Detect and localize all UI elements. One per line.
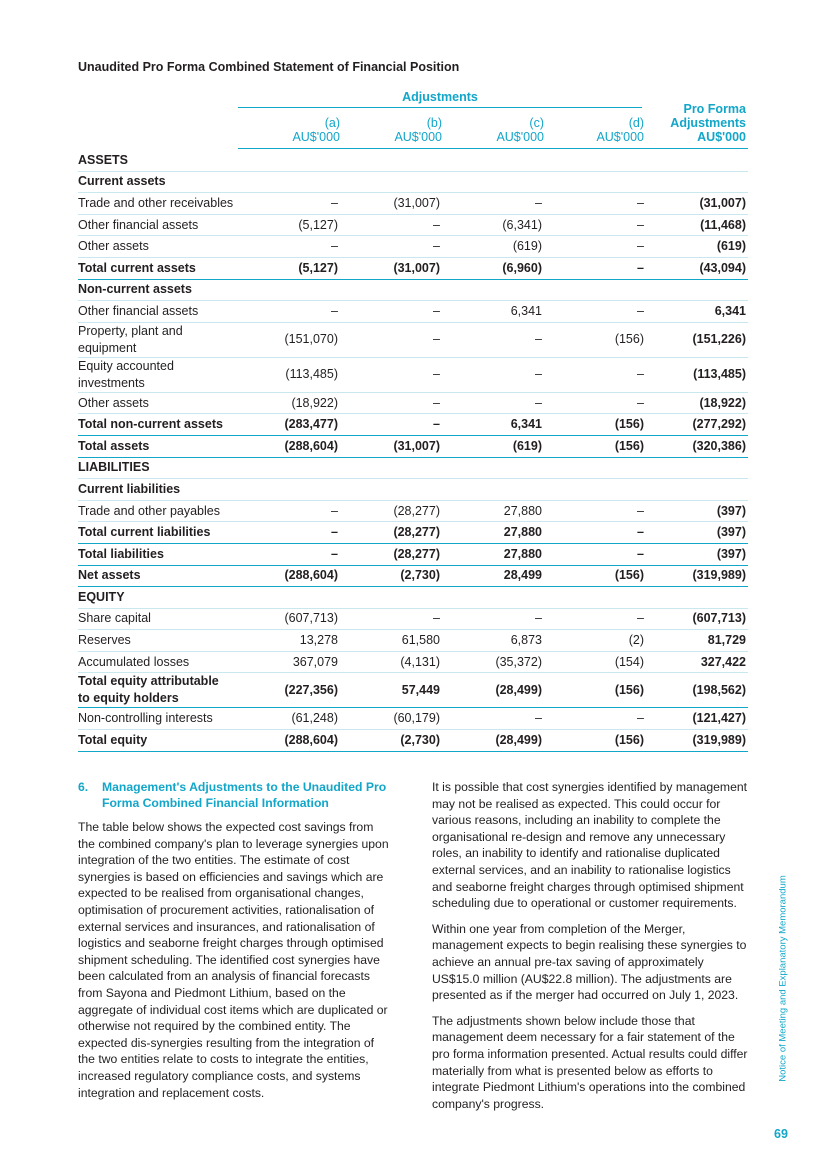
column-header-a: (a) AU$'000 — [292, 116, 340, 144]
value-cell: (156) — [614, 332, 644, 347]
table-row — [78, 323, 748, 358]
table-row — [78, 358, 748, 393]
pro-forma-cell: (320,386) — [692, 438, 746, 453]
value-cell: (227,356) — [284, 682, 338, 697]
row-label: ASSETS — [78, 152, 129, 167]
value-cell: (156) — [614, 568, 644, 583]
pro-forma-cell: (277,292) — [692, 417, 746, 432]
value-cell: 6,341 — [510, 417, 542, 432]
section-heading: 6. Management's Adjustments to the Unaudited Pro Forma Combined Financial Information — [78, 780, 387, 810]
value-cell: (28,499) — [495, 732, 542, 747]
value-cell: – — [637, 546, 644, 561]
pro-forma-cell: (151,226) — [692, 332, 746, 347]
value-cell: (6,960) — [502, 260, 542, 275]
row-label: Total current assets — [78, 260, 196, 275]
value-cell: 61,580 — [401, 633, 440, 648]
value-cell: – — [637, 217, 644, 232]
value-cell: 27,880 — [503, 525, 542, 540]
value-cell: (288,604) — [284, 568, 338, 583]
value-cell: – — [535, 395, 542, 410]
row-label: Reserves — [78, 633, 131, 648]
document-side-label: Notice of Meeting and Explanatory Memorandum — [777, 875, 789, 1082]
value-cell: (28,277) — [393, 503, 440, 518]
table-row — [78, 258, 748, 280]
table-row — [78, 236, 748, 258]
value-cell: – — [331, 546, 338, 561]
pro-forma-cell: (397) — [716, 546, 746, 561]
value-cell: – — [331, 303, 338, 318]
value-cell: (31,007) — [393, 438, 440, 453]
table-row — [78, 630, 748, 652]
value-cell: (288,604) — [284, 732, 338, 747]
pro-forma-cell: (31,007) — [699, 195, 746, 210]
value-cell: (619) — [512, 438, 542, 453]
table-row — [78, 501, 748, 523]
value-cell: (60,179) — [393, 711, 440, 726]
value-cell: (35,372) — [495, 654, 542, 669]
row-label: Total liabilities — [78, 546, 164, 561]
pro-forma-cell: (198,562) — [692, 682, 746, 697]
value-cell: – — [535, 611, 542, 626]
pro-forma-cell: (11,468) — [700, 217, 746, 232]
value-cell: (5,127) — [298, 260, 338, 275]
pro-forma-cell: (397) — [716, 503, 746, 518]
value-cell: – — [331, 239, 338, 254]
row-label: Property, plant and equipment — [78, 323, 183, 355]
row-label: Total non-current assets — [78, 417, 223, 432]
value-cell: – — [637, 303, 644, 318]
pro-forma-cell: (319,989) — [692, 732, 746, 747]
section-row — [78, 280, 748, 302]
pro-forma-cell: 6,341 — [714, 303, 746, 318]
section-row — [78, 458, 748, 480]
pro-forma-cell: (397) — [716, 525, 746, 540]
pro-forma-cell: 327,422 — [700, 654, 746, 669]
table-row — [78, 544, 748, 566]
row-label: Trade and other payables — [78, 503, 220, 518]
value-cell: (4,131) — [400, 654, 440, 669]
row-label: Other assets — [78, 395, 149, 410]
table-row — [78, 193, 748, 215]
value-cell: – — [637, 239, 644, 254]
pro-forma-cell: (619) — [716, 239, 746, 254]
row-label: Current assets — [78, 174, 166, 189]
value-cell: (28,499) — [495, 682, 542, 697]
value-cell: – — [433, 332, 440, 347]
value-cell: – — [535, 195, 542, 210]
pro-forma-cell: 81,729 — [707, 633, 746, 648]
table-row — [78, 301, 748, 323]
value-cell: (154) — [614, 654, 644, 669]
row-label: Net assets — [78, 568, 141, 583]
value-cell: (619) — [512, 239, 542, 254]
table-row — [78, 215, 748, 237]
row-label: Non-current assets — [78, 282, 192, 297]
row-label: Total equity — [78, 732, 148, 747]
row-label: Total equity attributable to equity holders — [78, 674, 219, 706]
row-label: Total assets — [78, 438, 150, 453]
value-cell: – — [331, 503, 338, 518]
row-label: Equity accounted investments — [78, 358, 174, 390]
table-row — [78, 393, 748, 415]
value-cell: (28,277) — [393, 546, 440, 561]
pro-forma-cell: (121,427) — [692, 711, 746, 726]
value-cell: – — [637, 395, 644, 410]
section-right-column — [432, 779, 750, 1121]
row-label: Other financial assets — [78, 217, 199, 232]
value-cell: – — [637, 367, 644, 382]
value-cell: (151,070) — [284, 332, 338, 347]
table-row — [78, 708, 748, 730]
value-cell: 57,449 — [401, 682, 440, 697]
value-cell: – — [637, 711, 644, 726]
row-label: Current liabilities — [78, 481, 181, 496]
value-cell: (5,127) — [298, 217, 338, 232]
value-cell: – — [637, 503, 644, 518]
table-row — [78, 566, 748, 588]
row-label: Other assets — [78, 239, 149, 254]
value-cell: (156) — [614, 417, 644, 432]
section-paragraph: The adjustments shown below include those that management deem necessary for a fair statement of the pro forma information presented. Actual results could differ materially from what is presented below as efforts to integrate Piedmont Lithium's operations into the combined company's progress. — [432, 1013, 748, 1111]
value-cell: (2,730) — [400, 732, 440, 747]
value-cell: – — [331, 525, 338, 540]
page-title: Unaudited Pro Forma Combined Statement of Financial Position — [78, 60, 460, 74]
value-cell: (156) — [614, 438, 644, 453]
adjustments-header: Adjustments — [238, 90, 642, 108]
value-cell: (6,341) — [502, 217, 542, 232]
value-cell: (113,485) — [285, 367, 338, 382]
section-paragraph: The table below shows the expected cost savings from the combined company's plan to leverage synergies upon integration of the two entities. The estimate of cost synergies is based on efficiencies and savings which are expected to be realised from organisational changes, optimisation of procurement activities, rationalisation of external services and insurances, and rationalisation of logistics and seaborne freight charges through optimised shipment scheduling. The identified cost synergies have been calculated from an analysis of financial forecasts from Sayona and Piedmont Lithium, based on the aggregate of individual cost items which are duplicated or otherwise not required by the combined entity. The expected dis-synergies resulting from the integration of the two entities relate to costs to integrate the entities, increased regulatory compliance costs, and systems integration and replacement costs. — [78, 820, 389, 1100]
value-cell: 6,873 — [510, 633, 542, 648]
value-cell: 28,499 — [503, 568, 542, 583]
row-label: Other financial assets — [78, 303, 199, 318]
value-cell: – — [433, 239, 440, 254]
page-number: 69 — [774, 1127, 788, 1141]
row-label: EQUITY — [78, 589, 125, 604]
table-row — [78, 436, 748, 458]
table-body — [78, 150, 748, 752]
value-cell: – — [535, 332, 542, 347]
section-row — [78, 150, 748, 172]
pro-forma-header: Pro Forma Adjustments AU$'000 — [670, 102, 746, 144]
row-label: Share capital — [78, 611, 151, 626]
value-cell: (283,477) — [284, 417, 338, 432]
value-cell: – — [637, 525, 644, 540]
value-cell: (288,604) — [284, 438, 338, 453]
value-cell: 27,880 — [503, 503, 542, 518]
value-cell: – — [433, 367, 440, 382]
value-cell: (2) — [628, 633, 644, 648]
value-cell: – — [433, 217, 440, 232]
section-left-column — [78, 779, 393, 1110]
section-row — [78, 172, 748, 194]
value-cell: 27,880 — [503, 546, 542, 561]
column-header-b: (b) AU$'000 — [394, 116, 442, 144]
value-cell: (31,007) — [393, 195, 440, 210]
table-row — [78, 673, 748, 708]
section-row — [78, 479, 748, 501]
section-paragraph: Within one year from completion of the Merger, management expects to begin realising these synergies to achieve an annual pre-tax saving of approximately US$15.0 million (AU$22.8 million). The adjustments are presented as if the merger had occurred on July 1, 2023. — [432, 921, 747, 1003]
table-row — [78, 522, 748, 544]
value-cell: (156) — [614, 732, 644, 747]
value-cell: – — [535, 711, 542, 726]
value-cell: (31,007) — [393, 260, 440, 275]
pro-forma-cell: (43,094) — [699, 260, 746, 275]
value-cell: – — [637, 611, 644, 626]
column-header-d: (d) AU$'000 — [596, 116, 644, 144]
value-cell: – — [433, 395, 440, 410]
value-cell: (18,922) — [291, 395, 338, 410]
header-rule — [238, 148, 748, 149]
table-row — [78, 414, 748, 436]
section-paragraph: It is possible that cost synergies identified by management may not be realised as expected. This could occur for various reasons, including an inability to complete the organisational re-design and remove any unnecessary roles, an inability to identify and rationalise duplicated external services, and an inability to rationalise logistics and seaborne freight charges through optimised shipment scheduling due to operational or customer requirements. — [432, 780, 748, 911]
section-row — [78, 587, 748, 609]
column-header-c: (c) AU$'000 — [496, 116, 544, 144]
pro-forma-cell: (607,713) — [692, 611, 746, 626]
pro-forma-cell: (113,485) — [693, 367, 746, 382]
value-cell: (607,713) — [284, 611, 338, 626]
table-row — [78, 652, 748, 674]
value-cell: (28,277) — [393, 525, 440, 540]
value-cell: – — [331, 195, 338, 210]
pro-forma-cell: (319,989) — [692, 568, 746, 583]
row-label: Non-controlling interests — [78, 711, 213, 726]
value-cell: – — [535, 367, 542, 382]
value-cell: – — [433, 303, 440, 318]
table-row — [78, 609, 748, 631]
row-label: Trade and other receivables — [78, 195, 234, 210]
value-cell: (2,730) — [400, 568, 440, 583]
pro-forma-cell: (18,922) — [699, 395, 746, 410]
value-cell: – — [637, 260, 644, 275]
value-cell: (61,248) — [291, 711, 338, 726]
value-cell: 6,341 — [510, 303, 542, 318]
value-cell: (156) — [614, 682, 644, 697]
value-cell: 13,278 — [299, 633, 338, 648]
row-label: Total current liabilities — [78, 525, 211, 540]
value-cell: – — [637, 195, 644, 210]
table-row — [78, 730, 748, 752]
row-label: LIABILITIES — [78, 460, 150, 475]
row-label: Accumulated losses — [78, 654, 190, 669]
value-cell: 367,079 — [292, 654, 338, 669]
value-cell: – — [433, 611, 440, 626]
value-cell: – — [433, 417, 440, 432]
